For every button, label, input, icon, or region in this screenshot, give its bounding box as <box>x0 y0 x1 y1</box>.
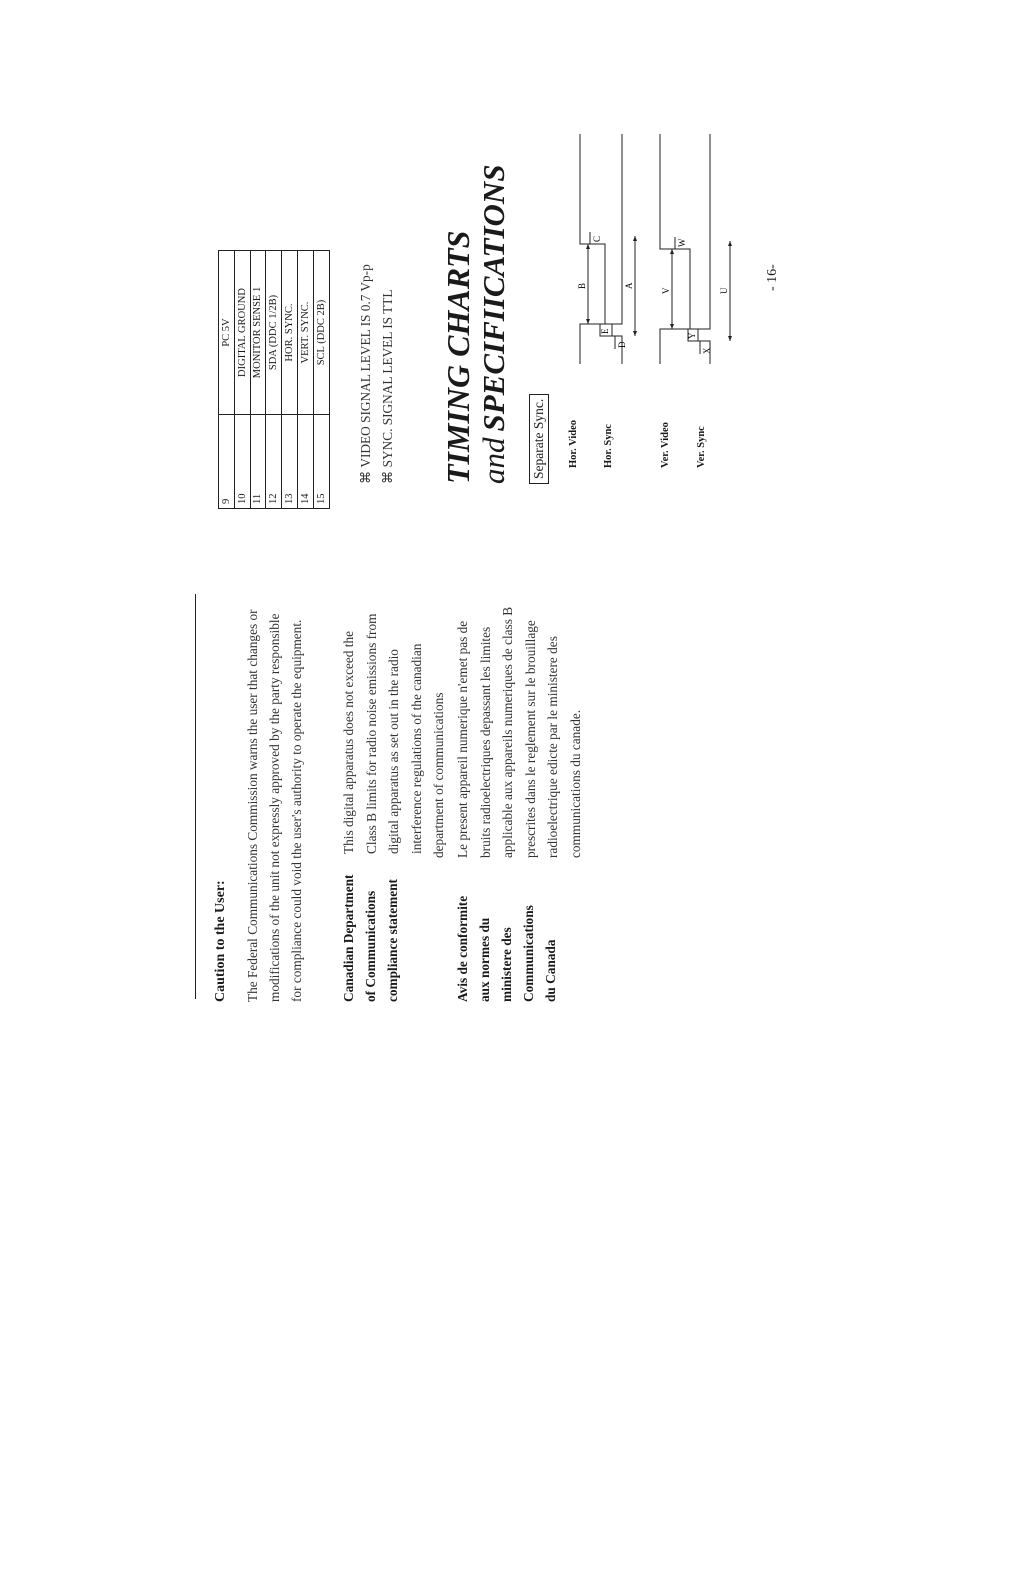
avis-text <box>452 578 588 858</box>
ver-sync-waveform <box>688 134 710 364</box>
avis-text-line: communications du canade. <box>567 709 583 858</box>
avis-label <box>452 896 562 1002</box>
avis-text-line: radioelectrique edicte par le ministere des <box>545 636 561 858</box>
table-row <box>297 251 313 509</box>
heading-specifications: SPECIFIICATIONS <box>476 164 511 432</box>
table-row <box>250 251 266 509</box>
canadian-label-line: of Communications <box>363 890 378 1002</box>
timing-diagram <box>560 74 760 454</box>
label-d: D <box>617 341 627 348</box>
signal-label-hor-sync: Hor. Sync <box>603 424 614 468</box>
avis-label-line: aux normes du <box>477 917 492 1002</box>
canadian-text-line: digital apparatus as set out in the radio <box>386 649 402 854</box>
label-c: C <box>592 235 602 242</box>
label-b: B <box>577 282 587 289</box>
table-row <box>313 251 329 509</box>
pin-table <box>218 250 330 509</box>
canadian-label <box>338 875 404 1002</box>
avis-text-line: bruits radioelectriques depassant les limites <box>477 626 493 858</box>
signal-label-ver-sync: Ver. Sync <box>696 426 707 468</box>
avis-label-line: Communications <box>521 905 536 1002</box>
label-x: X <box>702 347 712 354</box>
pin-signal: MONITOR SENSE 1 <box>250 251 266 415</box>
caution-line: The Federal Communications Commission warns the user that changes or <box>245 609 260 1002</box>
avis-text-line: Le present appareil numerique n'emet pas de <box>455 620 470 858</box>
pin-number: 9 <box>219 415 235 509</box>
pin-number: 14 <box>297 415 313 509</box>
pin-number: 15 <box>313 415 329 509</box>
pin-signal: HOR. SYNC. <box>282 251 298 415</box>
pin-number: 11 <box>250 415 266 509</box>
label-a: A <box>624 282 634 289</box>
canadian-text-line: This digital apparatus does not exceed the <box>341 630 356 854</box>
signal-label-hor-video: Hor. Video <box>568 419 579 468</box>
label-y: Y <box>687 332 697 339</box>
pin-signal: VERT. SYNC. <box>297 251 313 415</box>
video-level-note: ⌘ VIDEO SIGNAL LEVEL IS 0.7 Vp-p <box>358 264 373 484</box>
section-heading-line2 <box>476 164 512 484</box>
canadian-text-line: Class B limits for radio noise emissions from <box>363 613 379 854</box>
heading-and: and <box>476 437 511 484</box>
avis-label-line: du Canada <box>543 939 558 1002</box>
pin-signal: DIGITAL GROUND <box>234 251 250 415</box>
signal-label-ver-video: Ver. Video <box>660 422 671 468</box>
caution-title: Caution to the User: <box>213 880 228 1002</box>
canadian-text-line: department of communications <box>431 692 447 858</box>
caution-line: modifications of the unit not expressly approved by the party responsible <box>267 613 282 1002</box>
avis-label-line: Avis de conformite <box>455 895 470 1002</box>
canadian-text <box>338 579 451 858</box>
table-row <box>234 251 250 509</box>
section-heading-line1: TIMING CHARTS <box>440 230 476 484</box>
canadian-label-line: compliance statement <box>385 879 400 1002</box>
pin-number: 10 <box>234 415 250 509</box>
avis-text-line: prescrites dans le reglement sur le brouillage <box>522 620 538 858</box>
caution-line: for compliance could void the user's authority to operate the equipment. <box>289 619 304 1002</box>
canadian-text-line: interference regulations of the canadian <box>408 643 424 854</box>
separate-sync-box: Separate Sync. <box>529 394 549 484</box>
pin-number: 12 <box>266 415 282 509</box>
pin-number: 13 <box>282 415 298 509</box>
table-row <box>266 251 282 509</box>
label-v: V <box>661 287 671 294</box>
table-row <box>219 251 235 509</box>
label-e: E <box>600 328 610 334</box>
avis-label-line: ministere des <box>499 927 514 1002</box>
page-number: - 16- <box>765 264 780 291</box>
table-row <box>282 251 298 509</box>
pin-signal: SCL (DDC 2B) <box>313 251 329 415</box>
sync-level-note: ⌘ SYNC. SIGNAL LEVEL IS TTL <box>380 289 395 484</box>
pin-signal: SDA (DDC 1/2B) <box>266 251 282 415</box>
pin-signal: PC 5V <box>219 251 235 415</box>
canadian-label-line: Canadian Department <box>341 874 356 1002</box>
label-w: W <box>677 238 687 247</box>
top-rule <box>195 594 196 999</box>
avis-text-line: applicable aux appareils numeriques de class B <box>500 606 516 858</box>
label-u: U <box>719 287 729 294</box>
caution-text <box>242 582 308 1002</box>
